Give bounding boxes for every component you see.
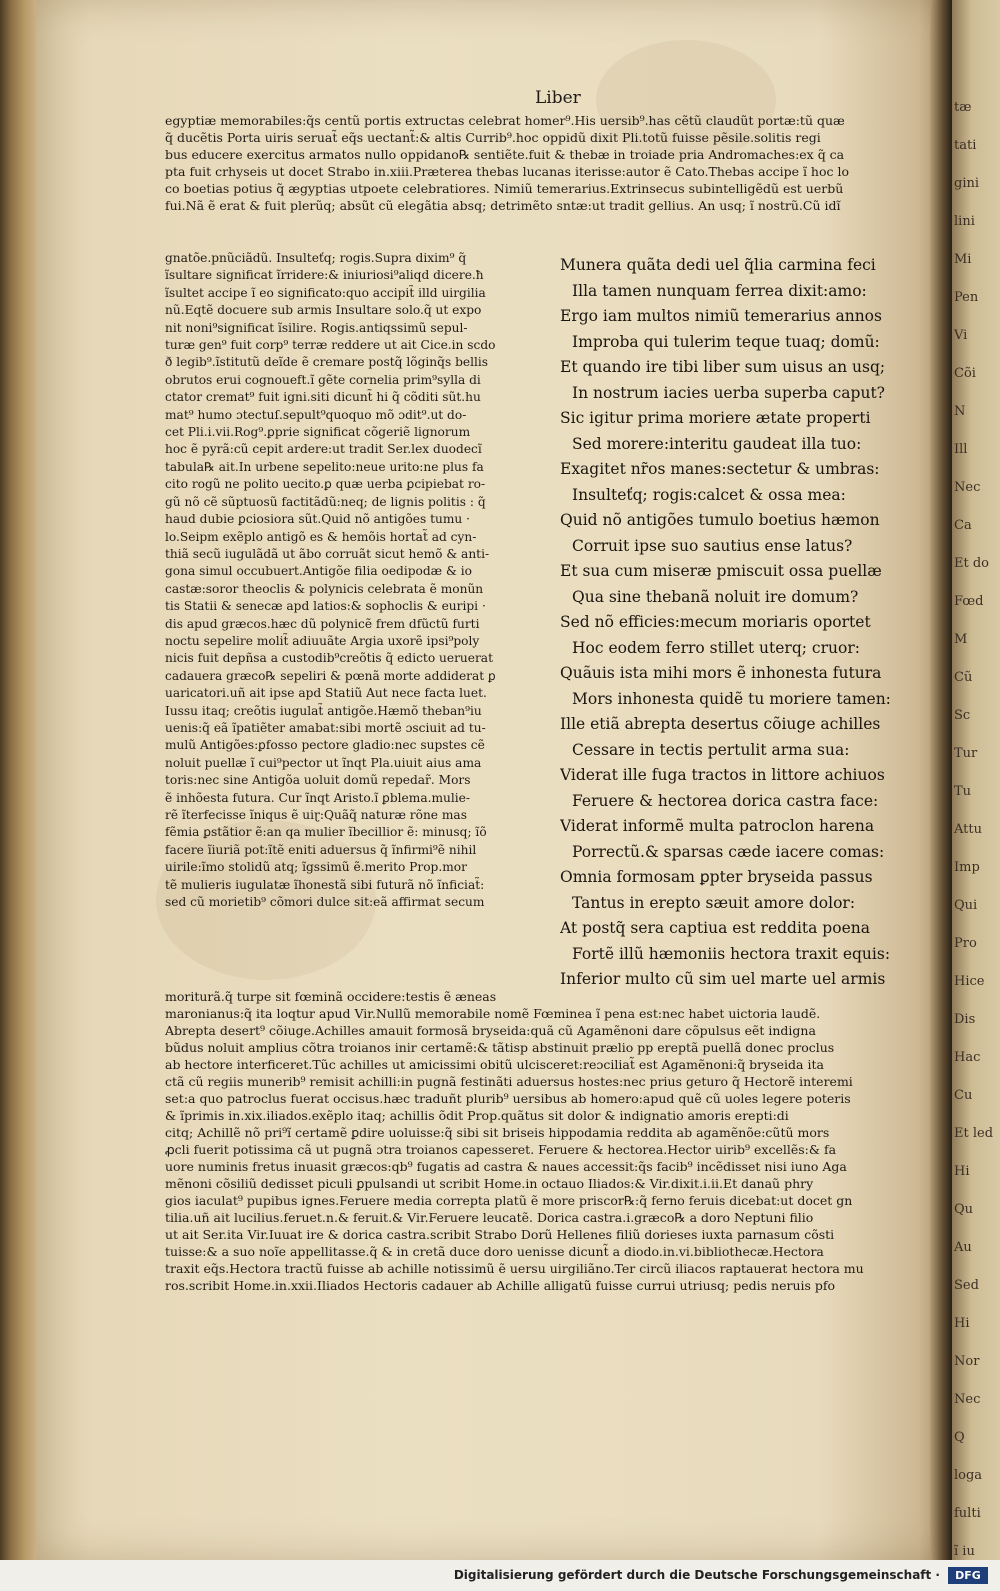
facing-page-fragment: Hice — [954, 974, 985, 989]
commentary-line: uore numinis fretus inuasit græcos:qb⁹ fugatis ad castra & naues accessit:q̃s facib⁹ incẽdisset nisi iuno Aga — [165, 1159, 847, 1174]
gloss-line: obrutos erui cognoueft.ĩ gẽte cornelia prim⁹sylla di — [165, 372, 481, 387]
verse-line: Sed nõ efficies:mecum moriaris oportet — [560, 613, 871, 631]
funding-credit: Digitalisierung gefördert durch die Deutsche Forschungsgemeinschaft · — [453, 1568, 940, 1582]
gloss-line: thiã secũ iugulãdã ut ãbo corruãt sicut hemõ & anti- — [165, 546, 490, 561]
gloss-line: castæ:soror theoclis & polynicis celebrata ẽ monũn — [165, 581, 484, 596]
gloss-line: cet Pli.i.vii.Rog⁹.ꝑprie significat cõgeriẽ lignorum — [165, 425, 471, 440]
running-head: Liber — [535, 88, 581, 108]
facing-page-fragment: Et led — [954, 1126, 994, 1141]
verse-line: Porrectũ.& sparsas cæde iacere comas: — [572, 842, 885, 861]
facing-page-fragment: Hi — [954, 1316, 970, 1331]
gloss-line: lo.Seipm exẽplo antigõ es & hemõis hortat̃ ad cyn- — [165, 529, 477, 544]
commentary-line: bus educere exercitus armatos nullo oppidano℞ sentiẽte.fuit & thebæ in troiade pria Andromaches:ex q̃ ca — [165, 147, 845, 162]
facing-page-fragment: Pro — [954, 936, 977, 951]
facing-page-fragment: Pen — [954, 290, 979, 305]
verse-line: In nostrum iacies uerba superba caput? — [572, 383, 885, 402]
verse-line: Quid nõ antigões tumulo boetius hæmon — [560, 511, 880, 529]
gloss-line: mulũ Antigões:ꝑfosso pectore gladio:nec supstes cẽ — [165, 738, 485, 753]
gloss-line: rẽ ĩterfecisse ĩniqus ẽ uiɽ:Quãq̃ naturæ rõne mas — [165, 808, 467, 822]
gloss-line: ĩsultare significat ĩrridere:& iniuriosi⁹aliqd dicere.ħ — [165, 268, 484, 283]
verse-line: Cessare in tectis pertulit arma sua: — [572, 740, 850, 759]
facing-page-fragment: Cũ — [954, 670, 973, 685]
commentary-line: maronianus:q̃ ita loqtur apud Vir.Nullũ memorabile nomẽ Fœminea ĩ pena est:nec habet uictoria laudẽ. — [165, 1006, 821, 1021]
facing-page-fragment: Dis — [954, 1012, 976, 1027]
commentary-line: citq; Achillẽ nõ pri⁹ĩ certamẽ ꝑdire uoluisse:q̃ sibi sit briseis hippodamia reddita ab agamẽnõe:cũtũ mors — [165, 1125, 830, 1140]
gloss-line: nicis fuit depñsa a custodib⁹creõtis q̃ edicto ueruerat — [165, 651, 493, 666]
commentary-gloss-column — [165, 250, 555, 911]
commentary-line: gios iaculat⁹ pupibus ignes.Feruere media correpta platũ ẽ more priscor℞:q̃ ferno feruis dicebat:ut docet gn — [165, 1193, 853, 1208]
facing-page-fragment: tæ — [954, 100, 972, 115]
facing-page-fragment: tati — [954, 138, 977, 153]
gloss-line: gona simul occubuert.Antigõe filia oedipodæ & io — [165, 564, 472, 579]
commentary-line: ut ait Ser.ita Vir.Iuuat ire & dorica castra.scribit Strabo Dorũ Hellenes filiũ dorieses iuxta parnasum cõsti — [165, 1227, 835, 1242]
gloss-line: dis apud græcos.hæc dũ polynicẽ frem dfũctũ furti — [165, 616, 480, 631]
verse-line: Feruere & hectorea dorica castra face: — [572, 791, 879, 810]
gloss-line: cadauera græco℞ sepeliri & pœnã morte addiderat ꝑ — [165, 668, 496, 683]
commentary-line: ꝓcli fuerit potissima cã ut pugnã ɔtra troianos capesseret. Feruere & hectorea.Hector uirib⁹ excellẽs:& fa — [165, 1142, 837, 1157]
commentary-line: co boetias potius q̃ ægyptias utpoete celebratiores. Nimiũ temerarius.Extrinsecus subintelligẽdũ est uerbũ — [165, 181, 844, 196]
commentary-line: Abrepta desert⁹ cõiuge.Achilles amauit formosã bryseida:quã cũ Agamẽnoni dare cõpulsus eẽt indigna — [165, 1023, 816, 1038]
verse-line: Insulteťq; rogis:calcet & ossa mea: — [572, 485, 846, 504]
facing-page-fragment: Sc — [954, 708, 971, 723]
verse-line: Illa tamen nunquam ferrea dixit:amo: — [572, 281, 867, 300]
facing-page-fragment: lini — [954, 214, 975, 229]
facing-page-fragment: Hac — [954, 1050, 981, 1065]
gloss-line: toris:nec sine Antigõa uoluit domũ repedar̃. Mors — [165, 773, 471, 788]
facing-page-fragment: Fœd — [954, 594, 984, 609]
facing-page-fragment: gini — [954, 176, 980, 191]
facing-page-fragment: loga — [954, 1468, 983, 1483]
commentary-bottom-block — [165, 988, 930, 1294]
verse-line: Corruit ipse suo sautius ense latus? — [572, 536, 853, 555]
verse-line: Ille etiã abrepta desertus cõiuge achilles — [560, 715, 881, 733]
gloss-line: noluit puellæ ĩ cui⁹pector ut ĩnqt Pla.uiuit aius ama — [165, 755, 482, 770]
verse-line: Ergo iam multos nimiũ temerarius annos — [560, 307, 882, 325]
commentary-line: bũdus noluit amplius cõtra troianos inir certamẽ:& tãtisp abstinuit prælio pp ereptã puellã donec proclus — [165, 1040, 835, 1055]
gloss-line: fẽmia ꝑstãtior ẽ:an qa mulier ĩbecillior ẽ: minusq; ĩõ — [165, 825, 487, 840]
facing-page-fragment: Hi — [954, 1164, 970, 1179]
gloss-line: cito rogũ ne polito uecito.ꝑ quæ uerba ꝑcipiebat ro- — [165, 477, 486, 492]
gloss-line: noctu sepelire molit̃ adiuuãte Argia uxorẽ ipsi⁹poly — [165, 633, 480, 648]
book-gutter — [930, 0, 952, 1560]
facing-page-fragment: Nec — [954, 1392, 981, 1407]
verse-line: Qua sine thebanã noluit ire domum? — [572, 587, 859, 606]
commentary-top-block — [165, 112, 930, 214]
gloss-line: ctator cremat⁹ fuit igni.siti dicunt̃ hi q̃ cõditi sũt.hu — [165, 390, 481, 405]
dfg-logo: DFG — [948, 1567, 988, 1584]
gloss-line: gnatõe.pnũciãdũ. Insulteťq; rogis.Supra dixim⁹ q̃ — [165, 251, 467, 265]
verse-line: Hoc eodem ferro stillet uterq; cruor: — [572, 638, 860, 657]
gloss-line: tis Statii & senecæ apd latios:& sophoclis & euripi · — [165, 599, 486, 614]
gloss-line: uaricatori.uñ ait ipse apd Statiũ Aut nece facta luet. — [165, 686, 487, 701]
commentary-line: traxit eq̃s.Hectora tractũ fuisse ab achille notissimũ ẽ uersu uirgiliãno.Ter circũ iliacos raptauerat hectora mu — [165, 1261, 864, 1276]
facing-page-fragment: Imp — [954, 860, 980, 875]
verse-line: Quãuis ista mihi mors ẽ inhonesta futura — [560, 664, 882, 682]
verse-line: Omnia formosam ꝑpter bryseida passus — [560, 868, 873, 886]
facing-page-fragment: Et do — [954, 556, 989, 571]
commentary-line: tilia.uñ ait lucilius.feruet.n.& feruit.& Vir.Feruere leucatẽ. Dorica castra.i.græco℞ a doro Neptuni filio — [165, 1210, 814, 1225]
verse-line: Sed morere:interitu gaudeat illa tuo: — [572, 434, 862, 453]
footer-bar — [0, 1560, 1000, 1591]
facing-page-fragment: ĩ iu — [954, 1544, 975, 1559]
verse-line: Tantus in erepto sæuit amore dolor: — [572, 893, 856, 912]
facing-page-fragment: Tur — [954, 746, 978, 761]
gloss-line: mat⁹ humo ɔtectuſ.sepult⁹quoquo mõ ɔdit⁹.ut do- — [165, 407, 467, 422]
facing-page-fragment: Qu — [954, 1202, 974, 1217]
commentary-line: ros.scribit Home.in.xxii.Iliados Hectoris cadauer ab Achille alligatũ fuisse currui utriusq; pedis neruis pfo — [165, 1278, 836, 1293]
gloss-line: nit noni⁹significat ĩsilire. Rogis.antiqssimũ sepul- — [165, 320, 468, 335]
verse-line: At postq̃ sera captiua est reddita poena — [560, 919, 870, 937]
gloss-line: ð legib⁹.ĩstitutũ deĩde ẽ cremare postq̃ lõginq̃s bellis — [165, 355, 489, 370]
verse-block — [560, 253, 930, 993]
commentary-line: set:a quo patroclus fuerat occisus.hæc traduñt plurib⁹ uersibus ab homero:apud quẽ cũ uoles legere poteris — [165, 1091, 851, 1106]
verse-line: Inferior multo cũ sim uel marte uel armis — [560, 970, 886, 988]
verse-line: Et quando ire tibi liber sum uisus an usq; — [560, 358, 886, 376]
gloss-line: facere ĩiuriã pot:ĩtẽ eniti aduersus q̃ ĩnfirmi⁹ẽ nihil — [165, 842, 477, 857]
gloss-line: tabula℞ ait.In urbene sepelito:neue urito:ne plus fa — [165, 459, 484, 474]
facing-page-fragment: Q — [954, 1430, 965, 1445]
facing-page-fragment: Ill — [954, 442, 968, 457]
gloss-line: gũ nõ cẽ sũptuosũ factitãdũ:neq; de lignis politis : q̃ — [165, 494, 486, 509]
facing-page-fragment: Nec — [954, 480, 981, 495]
facing-page-edge — [952, 0, 1000, 1560]
facing-page-fragment: Mi — [954, 252, 972, 267]
commentary-line: tuisse:& a suo noĩe appellitasse.q̃ & in cretã duce doro uenisse dicunt̃ a diodo.in.vi.bibliothecæ.Hectora — [165, 1244, 824, 1259]
gloss-line: turæ gen⁹ fuit corp⁹ terræ reddere ut ait Cice.in scdo — [165, 338, 496, 353]
commentary-line: q̃ ducẽtis Porta uiris seruat̃ eq̃s uectant̃:& altis Currib⁹.hoc oppidũ dixit Pli.totũ fuisse pẽsile.solitis regi — [165, 130, 821, 145]
facing-page-fragment: Qui — [954, 898, 978, 913]
verse-line: Sic igitur prima moriere ætate properti — [560, 409, 871, 427]
facing-page-fragment: Vi — [954, 328, 968, 343]
facing-page-fragment: Tu — [954, 784, 972, 799]
facing-page-fragment: fulti — [954, 1506, 981, 1521]
gloss-line: nũ.Eqtẽ docuere sub armis Insultare solo.q̃ ut expo — [165, 303, 482, 318]
verse-line: Viderat informẽ multa patroclon harena — [560, 817, 875, 835]
commentary-line: & ĩprimis in.xix.iliados.exẽplo itaq; achillis õdit Prop.quãtus sit dolor & indignatio amoris erepti:di — [165, 1108, 789, 1123]
gloss-line: haud dubie ꝑciosiora sũt.Quid nõ antigões tumu · — [165, 512, 470, 527]
commentary-line: ctã cũ regiis munerib⁹ remisit achilli:in pugnã festinãti aduersus hostes:nec prius geturo q̃ Hectorẽ interemi — [165, 1074, 853, 1089]
facing-page-fragment: Ca — [954, 518, 972, 533]
commentary-line: fui.Nã ẽ erat & fuit plerũq; absũt cũ elegãtia absq; detrimẽto sntæ:ut tradit gellius. An usq; ĩ nostrũ.Cũ idĩ — [165, 198, 841, 213]
verse-line: Improba qui tulerim teque tuaq; domũ: — [572, 332, 880, 351]
gloss-line: hoc ẽ pyrã:cũ cepit ardere:ut tradit Ser.lex duodecĩ — [165, 442, 482, 457]
gloss-line: ẽ inhõesta futura. Cur ĩnqt Aristo.ĩ ꝑblema.mulie- — [165, 790, 470, 805]
commentary-line: pta fuit crhyseis ut docet Strabo in.xiii.Præterea thebas lucanas iterisse:autor ẽ Cato.Thebas accipe ĩ hoc lo — [165, 164, 850, 179]
facing-page-fragment: Cõi — [954, 366, 976, 381]
verse-line: Munera quãta dedi uel q̃lia carmina feci — [560, 256, 876, 274]
gloss-line: uirile:ĩmo stolidũ atq; ĩgssimũ ẽ.merito Prop.mor — [165, 860, 467, 875]
facing-page-fragment: Cu — [954, 1088, 973, 1103]
commentary-line: egyptiæ memorabiles:q̃s centũ portis extructas celebrat homer⁹.His uersib⁹.has cẽtũ claudũt portæ:tũ quæ — [165, 113, 845, 128]
gloss-line: sed cũ morietib⁹ cõmori dulce sit:eã affirmat secum — [165, 895, 485, 910]
facing-page-fragment: M — [954, 632, 968, 647]
gloss-line: ĩsultet accipe ĩ eo significato:quo accipit̃ illd uirgilia — [165, 285, 486, 300]
gloss-line: uenis:q̃ eã ĩpatiẽter amabat:sibi mortẽ ɔsciuit ad tu- — [165, 720, 486, 735]
facing-page-fragment: N — [954, 404, 966, 419]
commentary-line: moriturã.q̃ turpe sit fœminã occidere:testis ẽ æneas — [165, 989, 497, 1004]
book-left-edge — [0, 0, 36, 1591]
gloss-line: tẽ mulieris iugulatæ ĩhonestã sibi futurã nõ ĩnficiat̃: — [165, 877, 485, 892]
facing-page-fragment: Nor — [954, 1354, 980, 1369]
verse-line: Viderat ille fuga tractos in littore achiuos — [560, 766, 885, 784]
facing-page-fragment: Attu — [954, 822, 982, 837]
commentary-line: ab hectore interficeret.Tũc achilles ut amicissimi obitũ ulcisceret:reɔciliat̃ est Agamẽnoni:q̃ bryseida ita — [165, 1057, 824, 1072]
gloss-line: Iussu itaq; creõtis iugulat̃ antigõe.Hæmõ theban⁹iu — [165, 703, 482, 718]
verse-line: Et sua cum miseræ pmiscuit ossa puellæ — [560, 562, 882, 580]
verse-line: Mors inhonesta quidẽ tu moriere tamen: — [572, 689, 891, 708]
verse-line: Exagitet nr̃os manes:sectetur & umbras: — [560, 460, 880, 478]
facing-page-fragment: Au — [954, 1240, 972, 1255]
facing-page-fragment: Sed — [954, 1278, 979, 1293]
verse-line: Fortẽ illũ hæmoniis hectora traxit equis: — [572, 944, 891, 963]
commentary-line: mẽnoni cõsiliũ dedisset piculi ꝑpulsandi ut scribit Home.in octauo Iliados:& Vir.dixit.i.ii.Et danaũ phry — [165, 1176, 814, 1191]
